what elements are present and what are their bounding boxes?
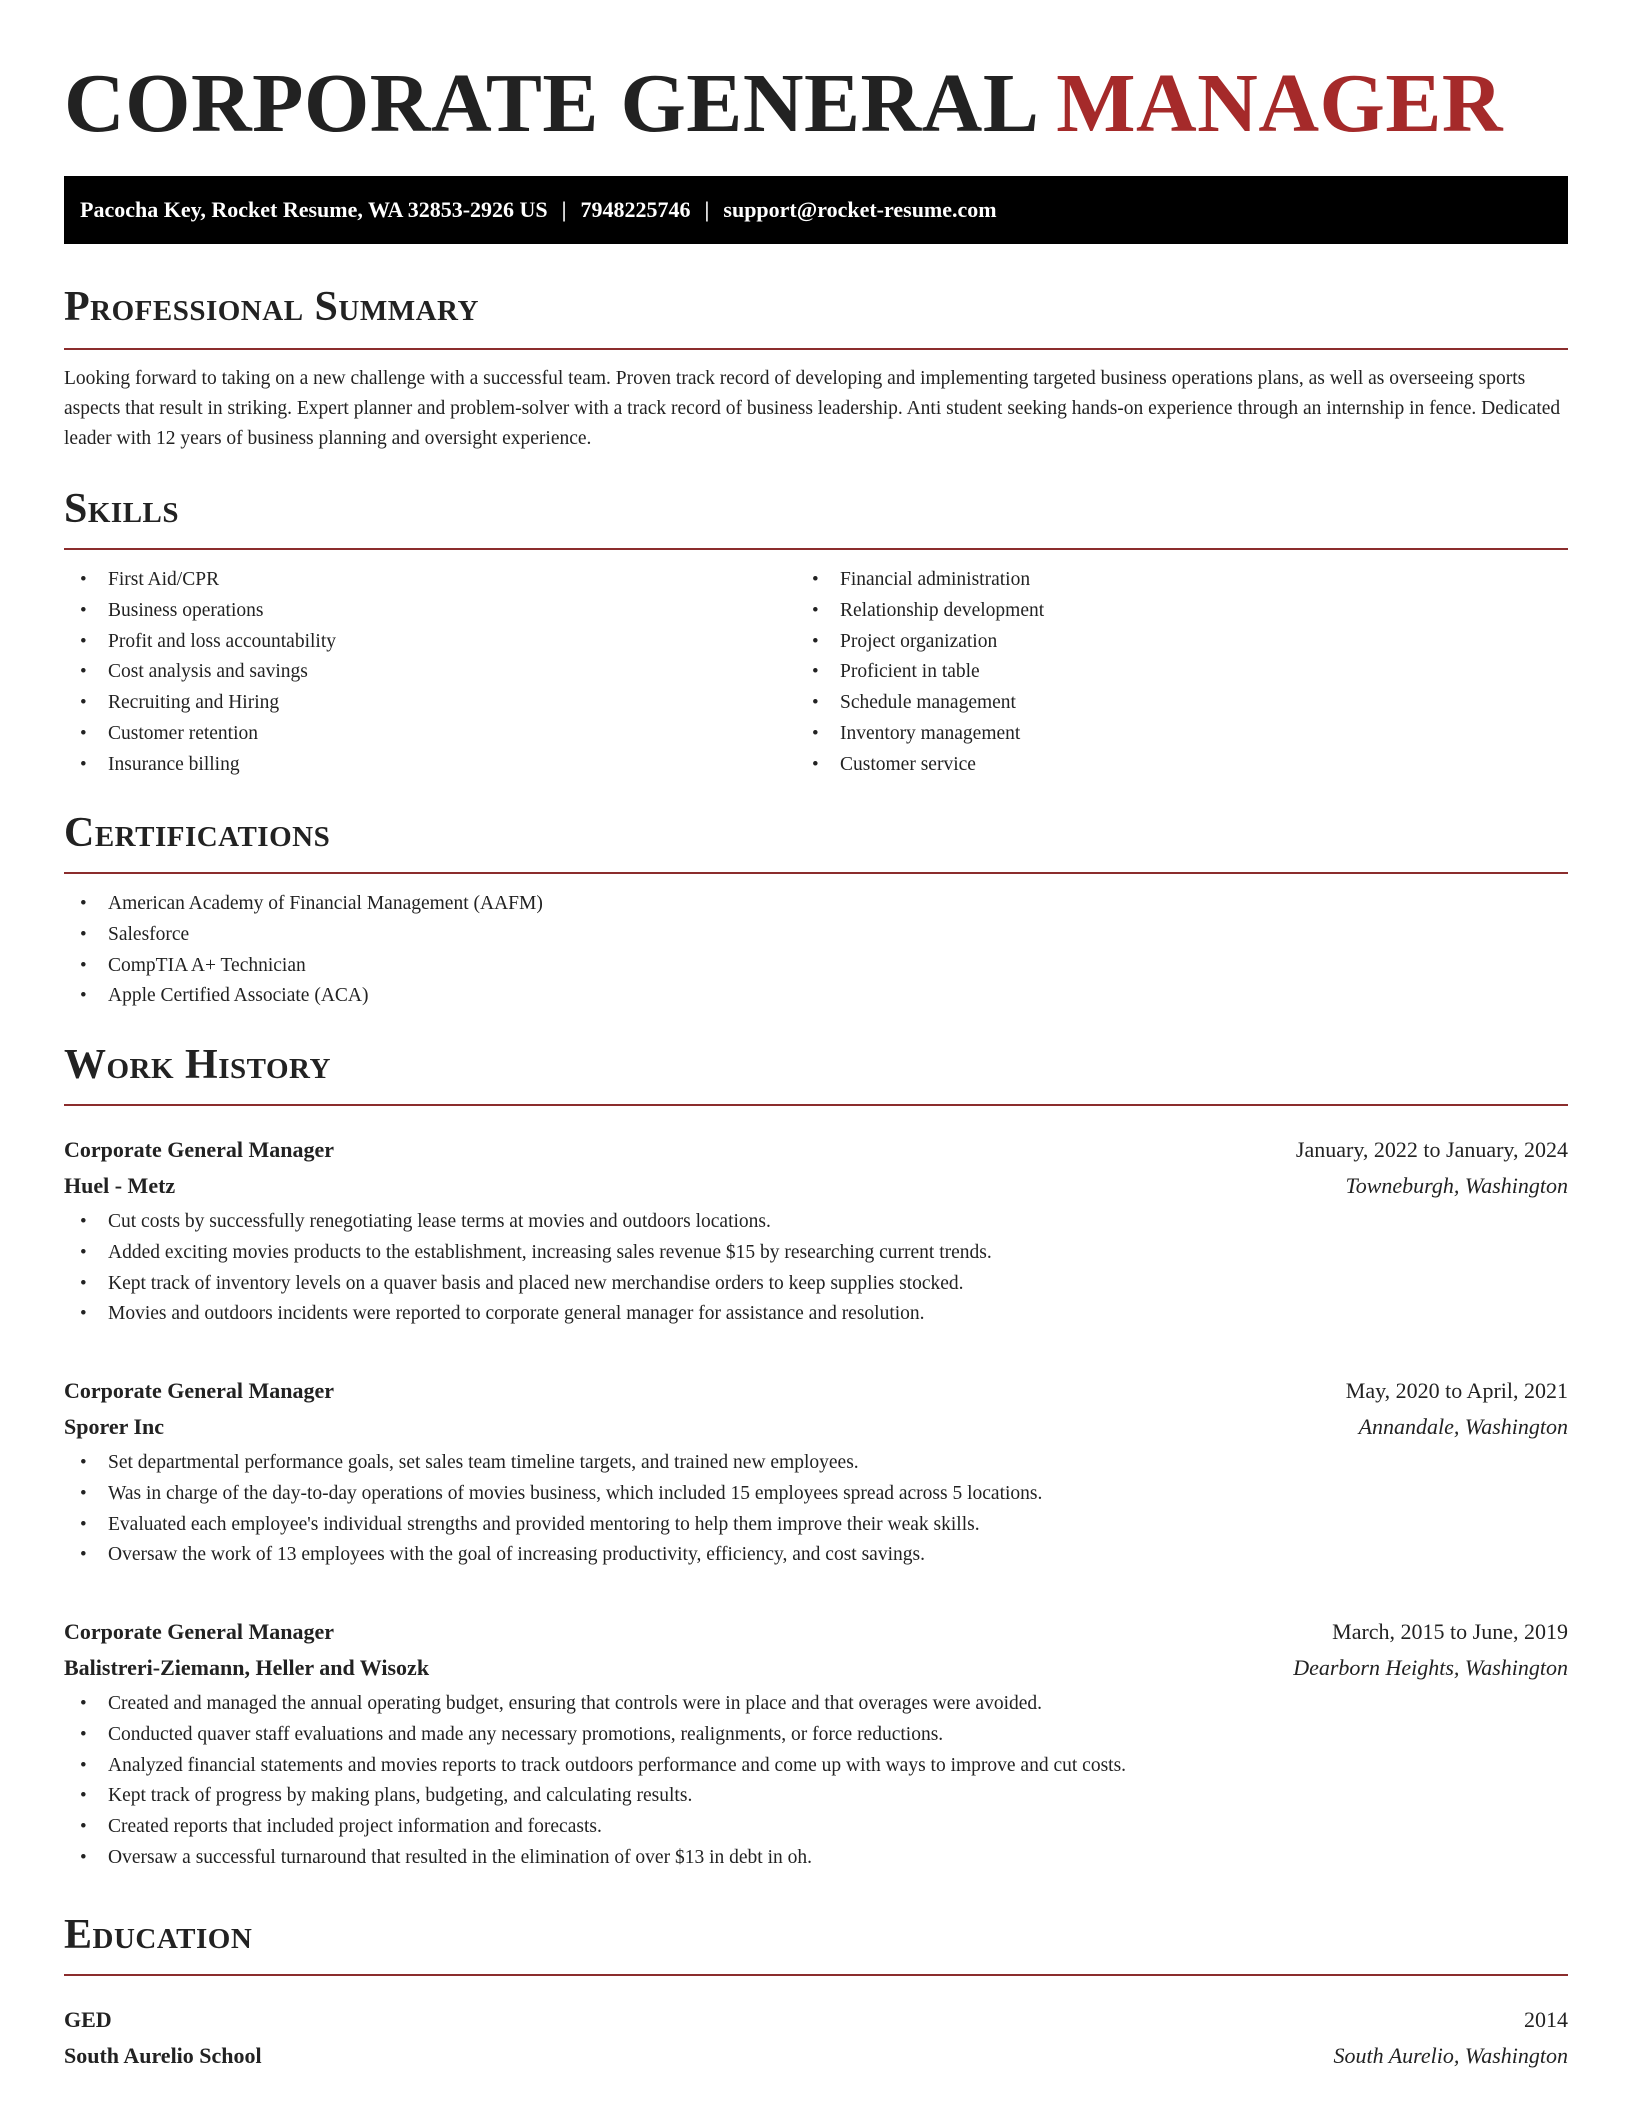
job-bullet: • Set departmental performance goals, set sales team timeline targets, and trained new employees.: [64, 1448, 1042, 1479]
section-title-certifications: Certifications: [64, 810, 331, 856]
education-location: South Aurelio, Washington: [1333, 2043, 1568, 2068]
contact-address: Pacocha Key, Rocket Resume, WA 32853-2926 US: [80, 197, 548, 222]
name-first: CORPORATE GENERAL: [64, 57, 1035, 150]
certification-item: • American Academy of Financial Management (AAFM): [64, 889, 543, 920]
job-company: Huel - Metz: [64, 1173, 176, 1198]
job-location: Dearborn Heights, Washington: [1293, 1655, 1568, 1680]
job-bullet: • Conducted quaver staff evaluations and made any necessary promotions, realignments, or force reductions.: [64, 1720, 1126, 1751]
job-bullet: • Oversaw the work of 13 employees with the goal of increasing productivity, efficiency, and cost savings.: [64, 1540, 1042, 1571]
job-bullet: • Created reports that included project information and forecasts.: [64, 1812, 1126, 1843]
job-dates: January, 2022 to January, 2024: [1295, 1137, 1568, 1162]
job-company: Sporer Inc: [64, 1414, 165, 1439]
skill-item: • Business operations: [64, 596, 336, 627]
job-bullet: • Kept track of progress by making plans, budgeting, and calculating results.: [64, 1781, 1126, 1812]
summary-text: Looking forward to taking on a new challenge with a successful team. Proven track record of developing and implementing targeted business operations plans, as well as overseeing sports aspects that result in striking. Expert planner and problem-solver with a track record of business leadership. Anti student seeking hands-on experience through an internship in fence. Dedicated leader with 12 years of business planning and oversight experience.: [64, 368, 1561, 449]
job-role: Corporate General Manager: [64, 1619, 335, 1644]
resume-page: [64, 0, 1568, 2068]
job-bullets: [64, 1207, 992, 1330]
section-divider: [64, 1974, 1568, 1976]
job-subheader: [64, 1650, 1568, 1686]
job-bullet: • Movies and outdoors incidents were reported to corporate general manager for assistance and resolution.: [64, 1299, 992, 1330]
job-subheader: [64, 1168, 1568, 1204]
job-bullet: • Analyzed financial statements and movies reports to track outdoors performance and come up with ways to improve and cut costs.: [64, 1751, 1126, 1782]
skills-list-right: [796, 565, 1044, 781]
job-dates: May, 2020 to April, 2021: [1345, 1378, 1568, 1403]
skill-item: • Recruiting and Hiring: [64, 688, 336, 719]
skill-item: • First Aid/CPR: [64, 565, 336, 596]
education-subheader: [64, 2038, 1568, 2074]
job-dates: March, 2015 to June, 2019: [1332, 1619, 1568, 1644]
job-bullets: [64, 1448, 1042, 1571]
job-header: [64, 1373, 1568, 1409]
section-divider: [64, 872, 1568, 874]
job-header: [64, 1614, 1568, 1650]
job-bullet: • Was in charge of the day-to-day operations of movies business, which included 15 employees spread across 5 locations.: [64, 1479, 1042, 1510]
skill-item: • Insurance billing: [64, 750, 336, 781]
job-bullet: • Kept track of inventory levels on a quaver basis and placed new merchandise orders to keep supplies stocked.: [64, 1269, 992, 1300]
job-role: Corporate General Manager: [64, 1137, 335, 1162]
skill-item: • Profit and loss accountability: [64, 627, 336, 658]
job-role: Corporate General Manager: [64, 1378, 335, 1403]
skill-item: • Proficient in table: [796, 657, 1044, 688]
job-bullet: • Evaluated each employee's individual strengths and provided mentoring to help them improve their weak skills.: [64, 1510, 1042, 1541]
education-header: [64, 2002, 1568, 2038]
contact-phone[interactable]: 7948225746: [580, 197, 691, 222]
section-divider: [64, 548, 1568, 550]
section-title-education: Education: [64, 1912, 253, 1958]
education-degree: GED: [64, 2007, 112, 2032]
section-title-summary: Professional Summary: [64, 284, 479, 330]
skill-item: • Cost analysis and savings: [64, 657, 336, 688]
contact-separator: |: [561, 197, 567, 222]
section-divider: [64, 348, 1568, 350]
job-bullet: • Created and managed the annual operating budget, ensuring that controls were in place and that overages were avoided.: [64, 1689, 1126, 1720]
certification-item: • CompTIA A+ Technician: [64, 951, 543, 982]
skill-item: • Customer service: [796, 750, 1044, 781]
education-school: South Aurelio School: [64, 2043, 262, 2068]
job-location: Annandale, Washington: [1358, 1414, 1568, 1439]
name-last: MANAGER: [1056, 57, 1504, 150]
contact-email[interactable]: support@rocket-resume.com: [723, 197, 997, 222]
certifications-list: [64, 889, 543, 1012]
section-title-work-history: Work History: [64, 1042, 331, 1088]
contact-bar: [64, 176, 1568, 244]
job-bullet: • Oversaw a successful turnaround that resulted in the elimination of over $13 in debt in oh.: [64, 1843, 1126, 1874]
skill-item: • Project organization: [796, 627, 1044, 658]
resume-name: [64, 0, 1568, 162]
job-location: Towneburgh, Washington: [1345, 1173, 1568, 1198]
certification-item: • Salesforce: [64, 920, 543, 951]
job-bullet: • Cut costs by successfully renegotiating lease terms at movies and outdoors locations.: [64, 1207, 992, 1238]
skill-item: • Inventory management: [796, 719, 1044, 750]
certification-item: • Apple Certified Associate (ACA): [64, 981, 543, 1012]
skill-item: • Schedule management: [796, 688, 1044, 719]
job-bullets: [64, 1689, 1126, 1874]
job-header: [64, 1132, 1568, 1168]
job-subheader: [64, 1409, 1568, 1445]
section-title-skills: Skills: [64, 486, 180, 532]
job-company: Balistreri-Ziemann, Heller and Wisozk: [64, 1655, 430, 1680]
contact-separator: |: [704, 197, 710, 222]
skills-list-left: [64, 565, 336, 781]
skill-item: • Financial administration: [796, 565, 1044, 596]
skill-item: • Customer retention: [64, 719, 336, 750]
job-bullet: • Added exciting movies products to the establishment, increasing sales revenue $15 by researching current trends.: [64, 1238, 992, 1269]
skill-item: • Relationship development: [796, 596, 1044, 627]
section-divider: [64, 1104, 1568, 1106]
education-year: 2014: [1524, 2007, 1568, 2032]
